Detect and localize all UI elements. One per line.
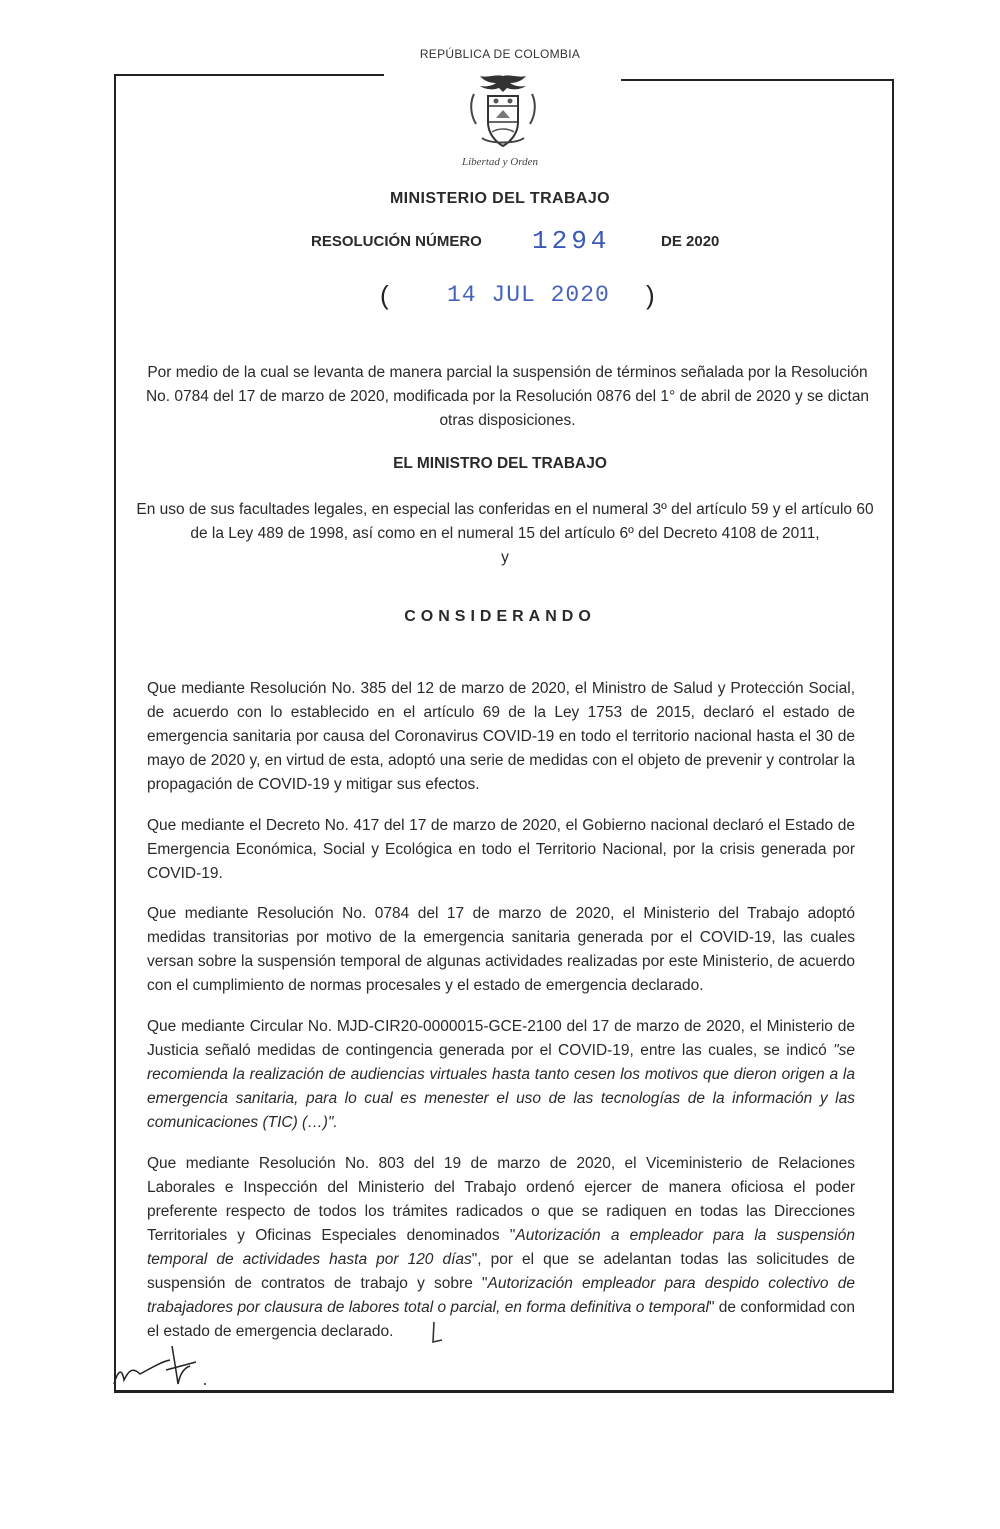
paragraph-text: ", por el que se adelantan todas las solicitudes de suspensión de contratos de trabajo y sobre ": [147, 1251, 855, 1292]
date-stamp: 14 JUL 2020: [447, 282, 610, 308]
paragraph-text: Que mediante Resolución No. 803 del 19 de marzo de 2020, el Viceministerio de Relaciones Laborales e Inspección del Ministerio del Trabajo ordenó ejercer de manera oficiosa el poder preferente respecto de todos los trámites radicados o que se radiquen en todas las Direcciones Territoriales y Oficinas Especiales denominados ": [147, 1155, 855, 1244]
signature-initials-icon: [110, 1340, 220, 1390]
resolution-label: RESOLUCIÓN NÚMERO: [311, 233, 482, 250]
legal-powers-text: En uso de sus facultades legales, en especial las conferidas en el numeral 3º del artículo 59 y el artículo 60 de la Ley 489 de 1998, así como en el numeral 15 del artículo 6º del Decreto 4108 de 2011,: [136, 501, 874, 542]
quoted-text: Autorización a empleador para la suspensión temporal de actividades hasta por 120 días: [147, 1227, 855, 1268]
frame-border-left: [114, 74, 116, 1392]
frame-border-top-right: [621, 79, 894, 81]
considerando-heading: CONSIDERANDO: [404, 608, 596, 625]
paragraph-text: Que mediante Circular No. MJD-CIR20-0000015-GCE-2100 del 17 de marzo de 2020, el Ministerio de Justicia señaló medidas de contingencia generada por el COVID-19, entre las cuales, se indicó: [147, 1018, 855, 1059]
resolution-year: DE 2020: [661, 233, 720, 250]
considerando-paragraph: [147, 1152, 855, 1344]
quoted-text: Autorización empleador para despido colectivo de trabajadores por clausura de labores total o parcial, en forma definitiva o temporal: [147, 1275, 855, 1316]
resolution-number-stamp: 1294: [532, 226, 611, 256]
minister-heading: EL MINISTRO DEL TRABAJO: [393, 455, 607, 472]
frame-border-bottom: [114, 1390, 894, 1393]
motto: Libertad y Orden: [462, 156, 538, 168]
date-open-paren: (: [380, 280, 389, 310]
considerando-paragraph: Que mediante Resolución No. 0784 del 17 de marzo de 2020, el Ministerio del Trabajo adoptó medidas transitorias por motivo de la emergencia sanitaria generada por el COVID-19, las cuales versan sobre la suspensión temporal de algunas actividades realizadas por este Ministerio, de acuerdo con el cumplimiento de normas procesales y el estado de emergencia declarado.: [147, 905, 855, 994]
considerando-paragraph: [147, 1015, 855, 1135]
frame-border-top-left: [114, 74, 384, 76]
handwritten-mark-icon: [428, 1320, 446, 1348]
quoted-text: "se recomienda la realización de audiencias virtuales hasta tanto cesen los motivos que dieron origen a la emergencia sanitaria, para lo cual es menester el uso de las tecnologías de la información y las comunicaciones (TIC) (…)".: [147, 1042, 855, 1131]
considerando-paragraph: Que mediante Resolución No. 385 del 12 de marzo de 2020, el Ministro de Salud y Protección Social, de acuerdo con lo establecido en el artículo 69 de la Ley 1753 de 2015, declaró el estado de emergencia sanitaria por causa del Coronavirus COVID-19 en todo el territorio nacional hasta el 30 de mayo de 2020 y, en virtud de esta, adoptó una serie de medidas con el objeto de prevenir y controlar la propagación de COVID-19 y mitigar sus efectos.: [147, 680, 855, 793]
frame-border-right: [892, 79, 894, 1392]
date-close-paren: ): [646, 280, 655, 310]
ministry-title: MINISTERIO DEL TRABAJO: [389, 190, 611, 207]
coat-of-arms-icon: [466, 72, 540, 158]
legal-powers-conjunction: y: [501, 549, 509, 566]
considerando-paragraph: Que mediante el Decreto No. 417 del 17 de marzo de 2020, el Gobierno nacional declaró el Estado de Emergencia Económica, Social y Ecológica en todo el Territorio Nacional, por la crisis generada por COVID-19.: [147, 817, 855, 882]
country-header: REPÚBLICA DE COLOMBIA: [419, 47, 581, 61]
resolution-summary: Por medio de la cual se levanta de manera parcial la suspensión de términos señalada por la Resolución No. 0784 del 17 de marzo de 2020, modificada por la Resolución 0876 del 1° de abril de 2020 y se dictan otras disposiciones.: [145, 364, 870, 429]
paragraph-text: " de conformidad con el estado de emergencia declarado.: [147, 1299, 855, 1340]
legal-powers: [130, 498, 880, 570]
